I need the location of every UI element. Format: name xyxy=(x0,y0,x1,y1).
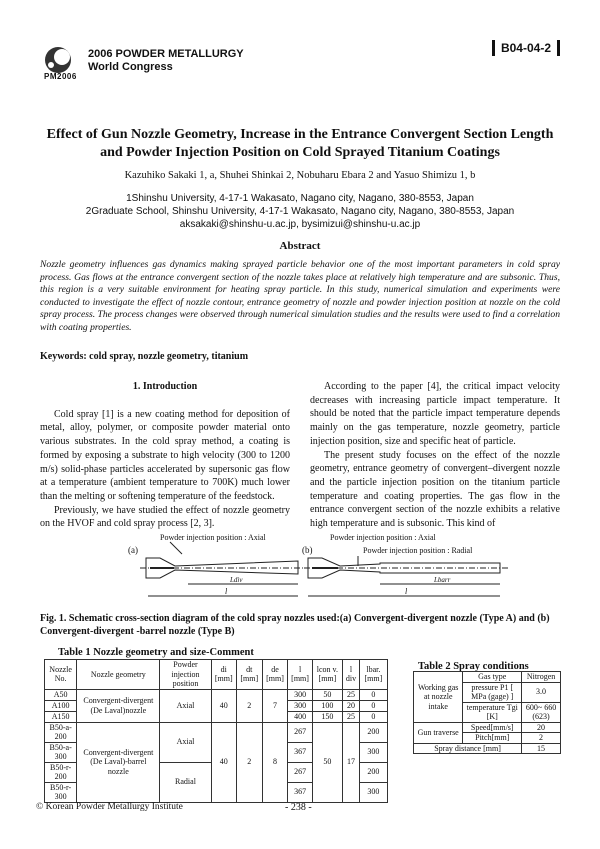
spray-distance-label: Spray distance [mm] xyxy=(414,743,522,754)
de-cell: 7 xyxy=(262,689,288,722)
lconv-cell: 100 xyxy=(312,700,343,711)
gas-type-label: Gas type xyxy=(463,672,522,683)
table-row xyxy=(414,672,561,683)
lbar-cell: 200 xyxy=(359,722,387,742)
paragraph: Cold spray [1] is a new coating method for deposition of metal, alloy, polymer, or composite powder material onto various substrates. In the cold spray method, a coating is formed by exposing a substrate to high velocity (300 to 1200 m/s) solid-phase particles accelerated by supersonic gas flow at a temperature (ambient temperature to 700K) much lower than the melting or softening temperature of the feedstock. xyxy=(40,408,290,502)
lbar-cell: 0 xyxy=(359,700,387,711)
injection-cell: Axial xyxy=(160,689,211,722)
dim-label: l xyxy=(225,587,228,596)
pressure-value: 3.0 xyxy=(522,682,561,702)
lbar-cell: 200 xyxy=(359,762,387,782)
di-cell: 40 xyxy=(211,722,237,802)
table-header-row xyxy=(45,660,388,690)
geometry-cell: Convergent-divergent (De Laval)nozzle xyxy=(77,689,160,722)
l-cell: 267 xyxy=(288,722,312,742)
lbar-cell: 0 xyxy=(359,689,387,700)
header-cell: Nozzle geometry xyxy=(77,660,160,690)
pitch-value: 2 xyxy=(522,733,561,744)
section-heading: 1. Introduction xyxy=(132,381,198,392)
lbar-cell: 300 xyxy=(359,742,387,762)
l-cell: 367 xyxy=(288,742,312,762)
paper-title: Effect of Gun Nozzle Geometry, Increase in the Entrance Convergent Section Length and Powder Injection Position on Cold Sprayed Titanium Coatings xyxy=(46,127,554,160)
table-row xyxy=(414,743,561,754)
nozzle-no-cell: B50-r-300 xyxy=(45,782,77,802)
table-row xyxy=(45,689,388,700)
figure-caption: Fig. 1. Schematic cross-section diagram of the cold spray nozzles used:(a) Convergent-divergent nozzle (Type A) and (b) Convergent-divergent -barrel nozzle (Type B) xyxy=(40,613,550,637)
pitch-label: Pitch[mm] xyxy=(463,733,522,744)
dim-label: Ldiv xyxy=(230,576,243,584)
header-cell: di [mm] xyxy=(211,660,237,690)
left-column xyxy=(40,380,290,531)
header-cell: lcon v. [mm] xyxy=(312,660,343,690)
ldiv-cell: 25 xyxy=(343,711,360,722)
dt-cell: 2 xyxy=(237,722,263,802)
figure-label-a: (a) xyxy=(128,545,138,555)
nozzle-no-cell: A50 xyxy=(45,689,77,700)
l-cell: 400 xyxy=(288,711,312,722)
header-cell: dt [mm] xyxy=(237,660,263,690)
temperature-label: temperature Tgi [K] xyxy=(463,702,522,722)
ldiv-cell: 25 xyxy=(343,689,360,700)
header-cell: l div xyxy=(343,660,360,690)
ldiv-cell: 17 xyxy=(343,722,360,802)
working-gas-label: Working gas at nozzle intake xyxy=(414,672,463,723)
header-cell: Powder injection position xyxy=(160,660,211,690)
de-cell: 8 xyxy=(262,722,288,802)
di-cell: 40 xyxy=(211,689,237,722)
pressure-label: pressure P1 [ MPa (gage) ] xyxy=(463,682,522,702)
author-emails: aksakaki@shinshu-u.ac.jp, bysimizui@shinshu-u.ac.jp xyxy=(179,219,421,230)
dim-label: Lbarr xyxy=(434,576,451,584)
nozzle-no-cell: B50-r-200 xyxy=(45,762,77,782)
table-row xyxy=(45,722,388,742)
nozzle-no-cell: B50-a-300 xyxy=(45,742,77,762)
header-cell: l [mm] xyxy=(288,660,312,690)
lbar-cell: 0 xyxy=(359,711,387,722)
keywords: Keywords: cold spray, nozzle geometry, titanium xyxy=(40,351,249,362)
table-row xyxy=(414,722,561,733)
header-cell: Nozzle No. xyxy=(45,660,77,690)
table1-caption: Table 1 Nozzle geometry and size-Comment xyxy=(58,647,254,658)
spray-conditions-table xyxy=(413,671,561,754)
injection-cell: Axial xyxy=(160,722,211,762)
copyright-footer: © Korean Powder Metallurgy Institute xyxy=(36,802,183,812)
lconv-cell: 50 xyxy=(312,689,343,700)
ldiv-cell: 20 xyxy=(343,700,360,711)
page-number: - 238 - xyxy=(285,802,312,813)
nozzle-no-cell: A150 xyxy=(45,711,77,722)
nozzle-no-cell: B50-a-200 xyxy=(45,722,77,742)
l-cell: 367 xyxy=(288,782,312,802)
author-list: Kazuhiko Sakaki 1, a, Shuhei Shinkai 2, Nobuharu Ebara 2 and Yasuo Shimizu 1, b xyxy=(124,170,476,181)
l-cell: 300 xyxy=(288,689,312,700)
paper-code: B04-04-2 xyxy=(492,40,560,56)
conference-name: 2006 POWDER METALLURGY xyxy=(88,48,244,60)
lbar-cell: 300 xyxy=(359,782,387,802)
figure-label-b: (b) xyxy=(302,545,313,555)
paragraph: The present study focuses on the effect of the nozzle geometry, entrance geometry of convergent–divergent nozzle and the particle injection position on the titanium particle temperature and coating properties. The gas flow in the entrance convergent section of the nozzle exhibits a relative high temperature and is subsonic. This kind of xyxy=(310,449,560,530)
injection-label-b-radial: Powder injection position : Radial xyxy=(363,546,473,555)
affiliation-1: 1Shinshu University, 4-17-1 Wakasato, Nagano city, Nagano, 380-8553, Japan xyxy=(126,193,474,204)
table2-caption: Table 2 Spray conditions xyxy=(418,661,529,672)
speed-label: Speed[mm/s] xyxy=(463,722,522,733)
nozzle-a-diagram xyxy=(128,533,304,596)
header-cell: lbar. [mm] xyxy=(359,660,387,690)
injection-label-a: Powder injection position : Axial xyxy=(160,533,266,542)
nozzle-no-cell: A100 xyxy=(45,700,77,711)
conference-subtitle: World Congress xyxy=(88,61,173,73)
temperature-value: 600~ 660 (623) xyxy=(522,702,561,722)
injection-cell: Radial xyxy=(160,762,211,802)
lconv-cell: 50 xyxy=(312,722,343,802)
injection-label-b-axial: Powder injection position : Axial xyxy=(330,533,436,542)
gas-type-value: Nitrogen xyxy=(522,672,561,683)
abstract-heading: Abstract xyxy=(279,240,321,252)
nozzle-b-diagram xyxy=(302,533,508,596)
right-column xyxy=(310,380,560,531)
dt-cell: 2 xyxy=(237,689,263,722)
lconv-cell: 150 xyxy=(312,711,343,722)
abstract-text: Nozzle geometry influences gas dynamics making sprayed particle behavior one of the most important parameters in cold spray process. Gas flows at the entrance convergent section of the nozzle takes place at relatively high temperature and are subsonic. Thus, this region is a very suitable environment for heating spray particle. In this study, numerical simulation and experiments were conducted to investigate the effect of nozzle contour, entrance geometry of nozzle and powder injection position at nozzle on the cold spray process. The process changes were observed through numerical simulation studies and the results were used to find a correlation with coating properties. xyxy=(40,259,560,333)
affiliation-2: 2Graduate School, Shinshu University, 4-17-1 Wakasato, Nagano city, Nagano, 380-8553, Japan xyxy=(85,206,515,217)
paragraph: According to the paper [4], the critical impact velocity decreases with increasing particle impact temperature. It should be noted that the particle impact temperature depends mainly on the gas temperature, nozzle geometry, particle injection position, size and specific heat of particle. xyxy=(310,381,560,447)
nozzle-schematic-figure xyxy=(40,530,560,610)
paragraph: Previously, we have studied the effect of nozzle geometry on the HVOF and cold spray process [2, 3]. xyxy=(40,504,290,530)
nozzle-geometry-table xyxy=(44,659,388,803)
gun-traverse-label: Gun traverse xyxy=(414,722,463,743)
header-cell: de [mm] xyxy=(262,660,288,690)
geometry-cell: Convergent-divergent (De Laval)-barrel nozzle xyxy=(77,722,160,802)
spray-distance-value: 15 xyxy=(522,743,561,754)
dim-label: l xyxy=(405,587,408,596)
l-cell: 267 xyxy=(288,762,312,782)
l-cell: 300 xyxy=(288,700,312,711)
logo-text: PM2006 xyxy=(44,72,77,81)
speed-value: 20 xyxy=(522,722,561,733)
